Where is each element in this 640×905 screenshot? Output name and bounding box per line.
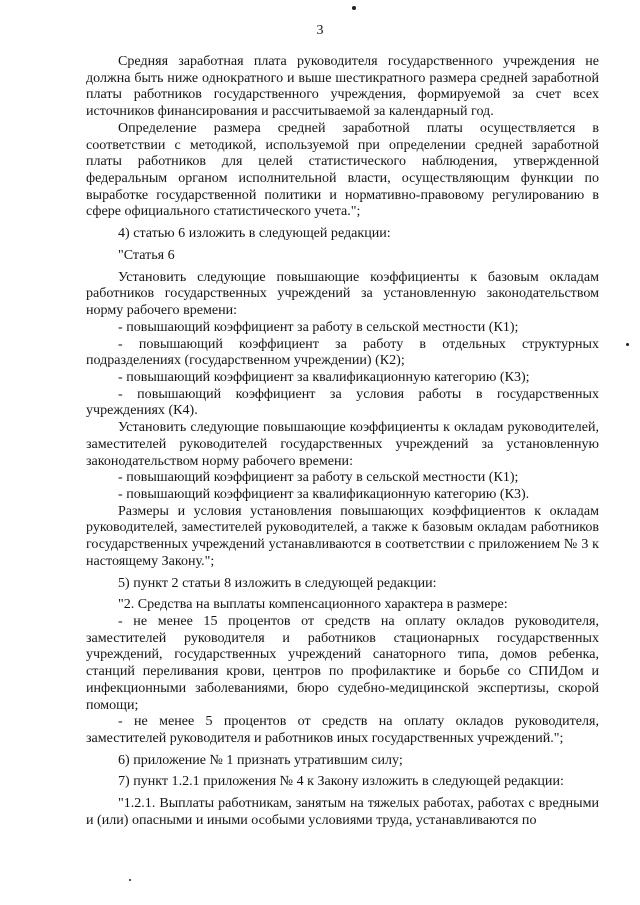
paragraph: - повышающий коэффициент за квалификационную категорию (К3); — [118, 368, 530, 385]
scan-speck — [626, 343, 629, 346]
paragraph: - повышающий коэффициент за квалификационную категорию (К3). — [118, 485, 530, 502]
paragraph: - повышающий коэффициент за работу в сельской местности (К1); — [118, 318, 519, 335]
paragraph: 7) пункт 1.2.1 приложения № 4 к Закону изложить в следующей редакции: — [118, 773, 564, 790]
paragraph: Установить следующие повышающие коэффициенты к базовым окладам работников государственных учреждений за установленную законодательством норму рабочего времени: — [86, 268, 599, 319]
scan-speck — [352, 6, 356, 10]
paragraph: Размеры и условия установления повышающих коэффициентов к окладам руководителей, заместителей руководителей, а также к базовым окладам работников государственных учреждений устанавливаются в соответствии с приложением № 3 к настоящему Закону."; — [86, 502, 599, 569]
paragraph: - не менее 15 процентов от средств на оплату окладов руководителя, заместителей руководителя и работников стационарных государственных учреждений, государственных учреждений санаторного типа, домов ребенка, станций переливания крови, центров по профилактике и борьбе со СПИДом и инфекционными заболеваниями, бюро судебно-медицинской экспертизы, скорой помощи; — [86, 613, 599, 713]
paragraph: "2. Средства на выплаты компенсационного характера в размере: — [118, 596, 508, 613]
paragraph: 6) приложение № 1 признать утратившим силу; — [118, 751, 403, 768]
paragraph: - не менее 5 процентов от средств на оплату окладов руководителя, заместителей руководителя и работников иных государственных учреждений."; — [86, 713, 599, 747]
paragraph: Определение размера средней заработной платы осуществляется в соответствии с методикой, используемой при определении средней заработной платы работников для целей статистического наблюдения, утвержденной федеральным органом исполнительной власти, осуществляющим функции по выработке государственной политики и нормативно-правовому регулированию в сфере официального статистического учета."; — [86, 119, 599, 220]
paragraph: - повышающий коэффициент за условия работы в государственных учреждениях (К4). — [86, 385, 599, 419]
paragraph: "1.2.1. Выплаты работникам, занятым на тяжелых работах, работах с вредными и (или) опасными и иными особыми условиями труда, устанавливаются по — [86, 795, 599, 828]
paragraph: 5) пункт 2 статьи 8 изложить в следующей редакции: — [118, 574, 437, 591]
paragraph: - повышающий коэффициент за работу в сельской местности (К1); — [118, 469, 519, 486]
paragraph: Установить следующие повышающие коэффициенты к окладам руководителей, заместителей руководителей государственных учреждений за установленную законодательством норму рабочего времени: — [86, 419, 599, 469]
page-number: 3 — [316, 23, 324, 38]
paragraph: - повышающий коэффициент за работу в отдельных структурных подразделениях (государственном учреждении) (К2); — [86, 335, 599, 369]
paragraph: Средняя заработная плата руководителя государственного учреждения не должна быть ниже однократного и выше шестикратного размера средней заработной платы работников государственного учреждения, формируемой за счет всех источников финансирования и рассчитываемой за календарный год. — [86, 53, 599, 120]
scan-speck — [129, 879, 131, 881]
paragraph: 4) статью 6 изложить в следующей редакции: — [118, 225, 391, 242]
paragraph: "Статья 6 — [118, 246, 175, 263]
document-body — [86, 53, 599, 829]
